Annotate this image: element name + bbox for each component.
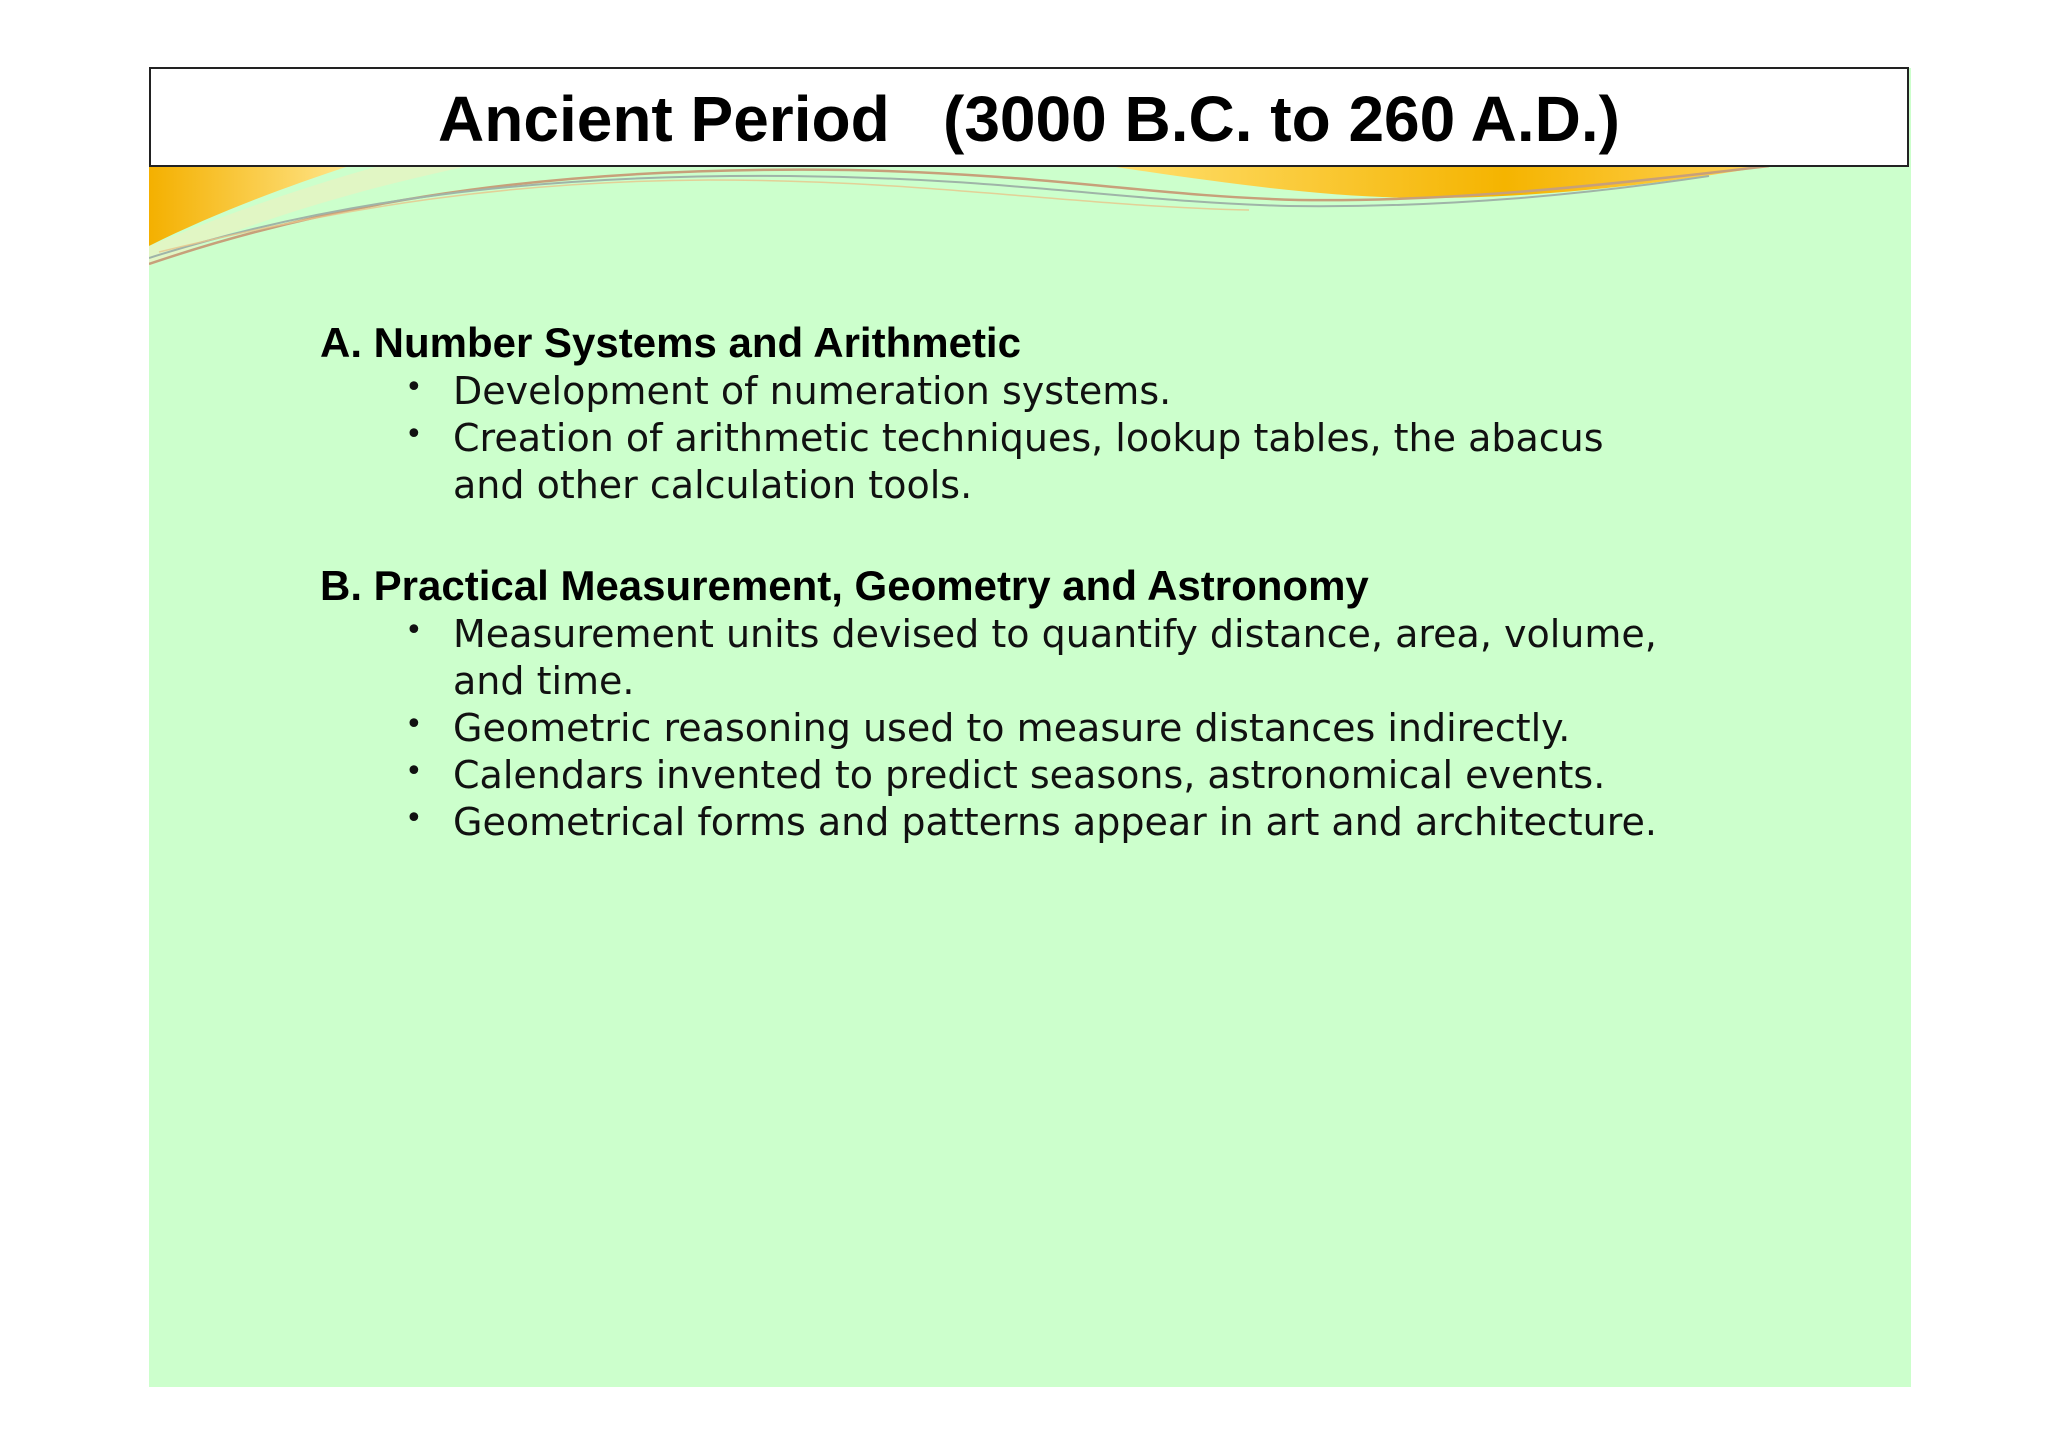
bullet-icon: • xyxy=(405,370,423,405)
section-measurement-geometry xyxy=(320,561,1720,846)
decorative-swoosh xyxy=(149,166,1911,276)
bullet-icon: • xyxy=(405,754,423,789)
slide-title: Ancient Period (3000 B.C. to 260 A.D.) xyxy=(438,83,1620,155)
bullet-item xyxy=(405,752,1683,799)
bullet-text: Development of numeration systems. xyxy=(453,369,1172,413)
slide-content xyxy=(320,318,1720,898)
bullet-text: Calendars invented to predict seasons, astronomical events. xyxy=(453,753,1606,797)
bullet-item xyxy=(405,799,1683,846)
section-heading: B. Practical Measurement, Geometry and Astronomy xyxy=(320,562,1369,609)
bullet-text: Geometric reasoning used to measure distances indirectly. xyxy=(453,706,1571,750)
bullet-item xyxy=(405,415,1683,509)
bullet-text: Geometrical forms and patterns appear in art and architecture. xyxy=(453,800,1657,844)
bullet-icon: • xyxy=(405,613,423,648)
section-number-systems xyxy=(320,318,1720,509)
bullet-icon: • xyxy=(405,707,423,742)
bullet-item xyxy=(405,611,1683,705)
bullet-text: Measurement units devised to quantify distance, area, volume, and time. xyxy=(453,612,1657,703)
bullet-list xyxy=(320,368,1720,509)
title-box xyxy=(149,67,1909,167)
section-heading: A. Number Systems and Arithmetic xyxy=(320,319,1021,366)
bullet-text: Creation of arithmetic techniques, lookup tables, the abacus and other calculation tools. xyxy=(453,416,1604,507)
bullet-item xyxy=(405,705,1683,752)
bullet-item xyxy=(405,368,1683,415)
bullet-icon: • xyxy=(405,417,423,452)
bullet-icon: • xyxy=(405,801,423,836)
bullet-list xyxy=(320,611,1720,846)
